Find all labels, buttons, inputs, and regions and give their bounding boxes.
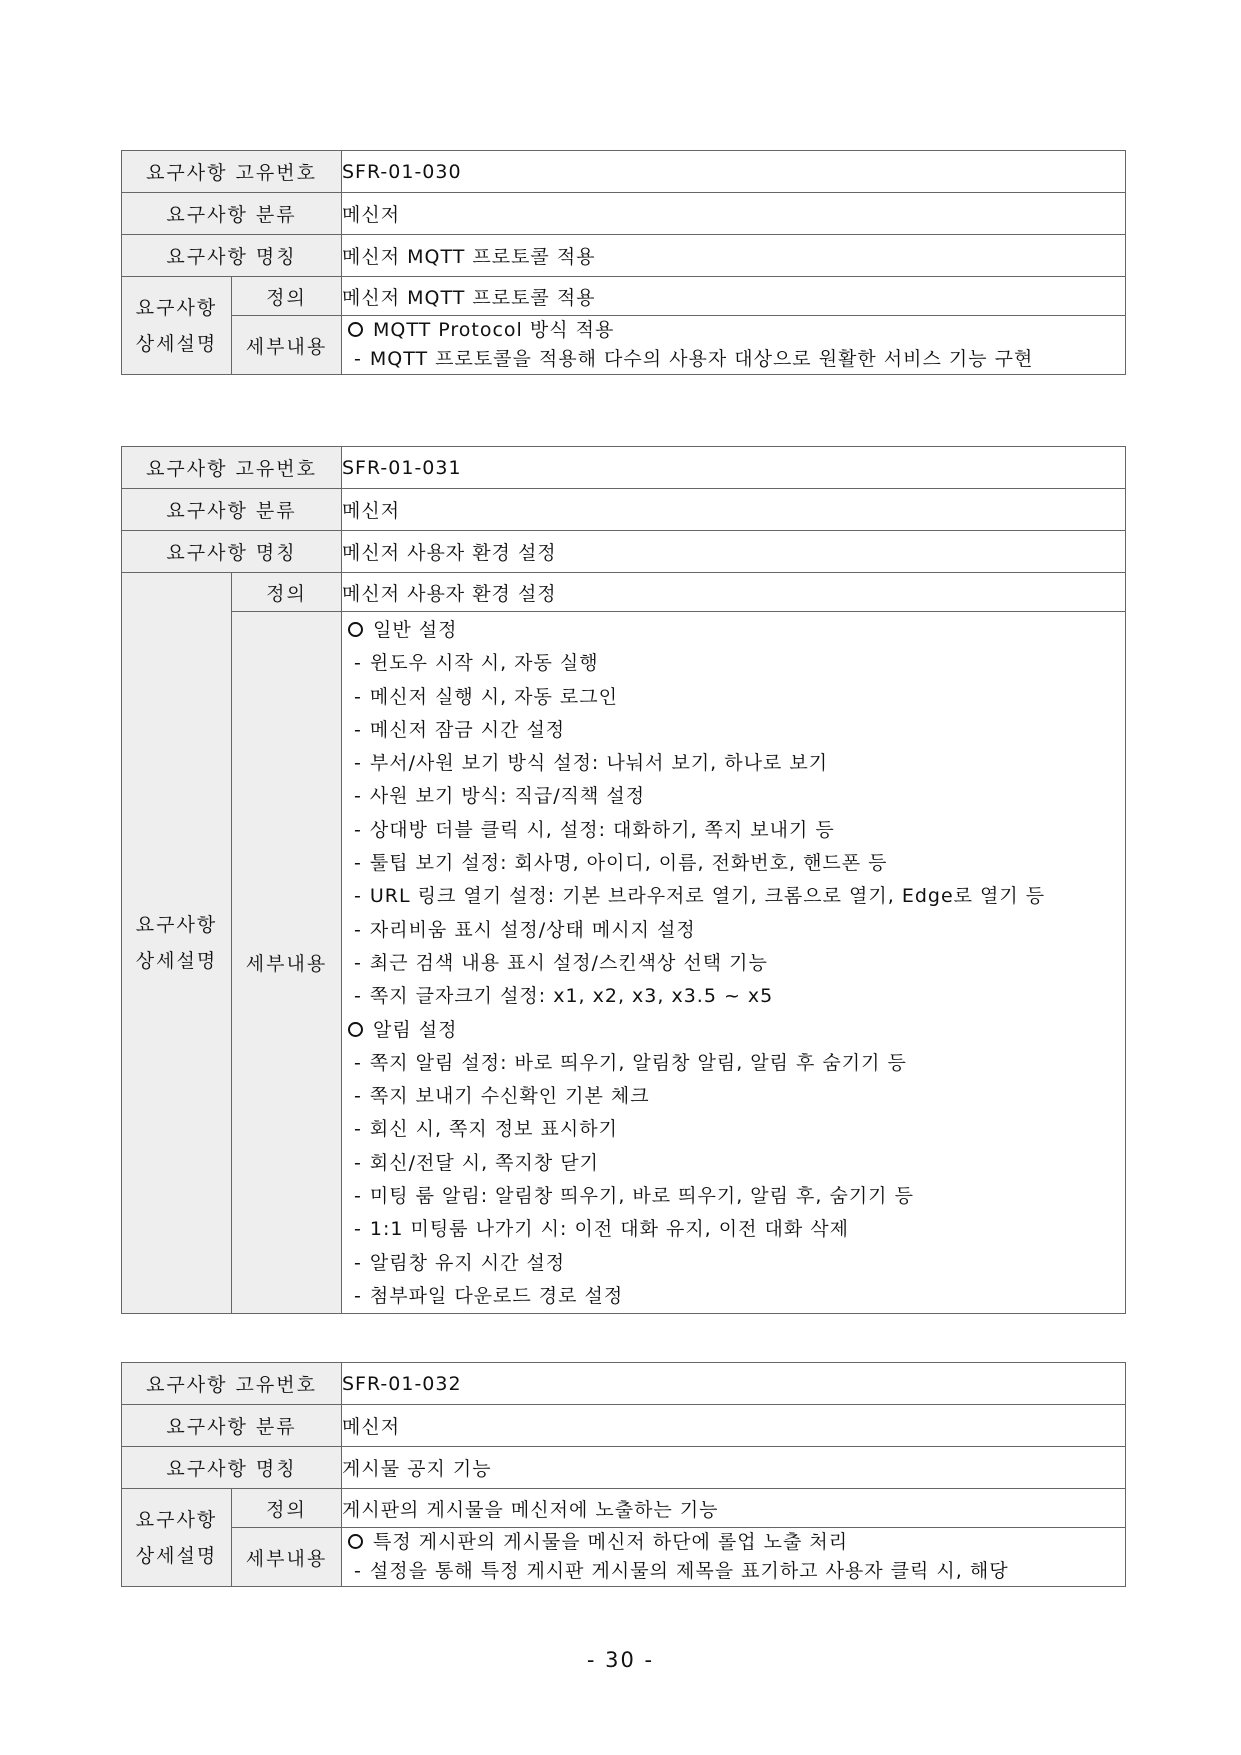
label-detail: 요구사항 상세설명 bbox=[122, 1489, 232, 1587]
detail-item: - 쪽지 글자크기 설정: x1, x2, x3, x3.5 ~ x5 bbox=[354, 985, 774, 1008]
label-category: 요구사항 분류 bbox=[122, 1405, 342, 1447]
circle-bullet-icon bbox=[348, 1534, 363, 1549]
details-cell bbox=[342, 1528, 1126, 1587]
detail-item: - 쪽지 보내기 수신확인 기본 체크 bbox=[354, 1085, 650, 1108]
requirement-id: SFR-01-032 bbox=[342, 1363, 1126, 1405]
requirement-id: SFR-01-030 bbox=[342, 151, 1126, 193]
detail-item: - 설정을 통해 특정 게시판 게시물의 제목을 표기하고 사용자 클릭 시, 해당 bbox=[354, 1560, 1009, 1582]
requirement-name: 메신저 사용자 환경 설정 bbox=[342, 531, 1126, 573]
label-id: 요구사항 고유번호 bbox=[122, 151, 342, 193]
requirement-definition: 메신저 사용자 환경 설정 bbox=[342, 573, 1126, 612]
label-detail: 요구사항 상세설명 bbox=[122, 277, 232, 375]
circle-bullet-icon bbox=[348, 322, 363, 337]
detail-item: 일반 설정 bbox=[346, 614, 1125, 647]
detail-item: - 부서/사원 보기 방식 설정: 나눠서 보기, 하나로 보기 bbox=[354, 752, 829, 775]
page-number: - 30 - bbox=[586, 1648, 655, 1672]
requirement-definition: 메신저 MQTT 프로토콜 적용 bbox=[342, 277, 1126, 316]
detail-item: - 최근 검색 내용 표시 설정/스킨색상 선택 기능 bbox=[354, 951, 768, 974]
label-definition: 정의 bbox=[232, 573, 342, 612]
detail-item: MQTT Protocol 방식 적용 bbox=[346, 316, 1125, 344]
detail-item: - 1:1 미팅룸 나가기 시: 이전 대화 유지, 이전 대화 삭제 bbox=[354, 1218, 849, 1241]
label-detail: 요구사항 상세설명 bbox=[122, 573, 232, 1314]
details-cell bbox=[342, 612, 1126, 1314]
detail-item: - 회신 시, 쪽지 정보 표시하기 bbox=[354, 1118, 618, 1141]
label-category: 요구사항 분류 bbox=[122, 193, 342, 235]
requirement-category: 메신저 bbox=[342, 193, 1126, 235]
detail-item: - 툴팁 보기 설정: 회사명, 아이디, 이름, 전화번호, 핸드폰 등 bbox=[354, 852, 888, 875]
requirement-table-3 bbox=[121, 1362, 1126, 1587]
label-name: 요구사항 명칭 bbox=[122, 531, 342, 573]
label-definition: 정의 bbox=[232, 1489, 342, 1528]
detail-item: - 윈도우 시작 시, 자동 실행 bbox=[354, 652, 599, 675]
detail-item: - 알림창 유지 시간 설정 bbox=[354, 1251, 566, 1274]
circle-bullet-icon bbox=[348, 622, 363, 637]
detail-item: - 상대방 더블 클릭 시, 설정: 대화하기, 쪽지 보내기 등 bbox=[354, 818, 835, 841]
requirement-table-2 bbox=[121, 446, 1126, 1314]
detail-item: - 메신저 잠금 시간 설정 bbox=[354, 718, 566, 741]
requirement-name: 메신저 MQTT 프로토콜 적용 bbox=[342, 235, 1126, 277]
requirement-id: SFR-01-031 bbox=[342, 447, 1126, 489]
detail-item: - 메신저 실행 시, 자동 로그인 bbox=[354, 685, 618, 708]
requirement-category: 메신저 bbox=[342, 489, 1126, 531]
label-name: 요구사항 명칭 bbox=[122, 235, 342, 277]
label-id: 요구사항 고유번호 bbox=[122, 1363, 342, 1405]
detail-item: - 미팅 룸 알림: 알림창 띄우기, 바로 띄우기, 알림 후, 숨기기 등 bbox=[354, 1185, 914, 1208]
label-category: 요구사항 분류 bbox=[122, 489, 342, 531]
detail-item: 알림 설정 bbox=[346, 1014, 1125, 1047]
detail-item: - 쪽지 알림 설정: 바로 띄우기, 알림창 알림, 알림 후 숨기기 등 bbox=[354, 1051, 907, 1074]
detail-item: - MQTT 프로토콜을 적용해 다수의 사용자 대상으로 원활한 서비스 기능 구현 bbox=[354, 348, 1034, 370]
detail-item: - 사원 보기 방식: 직급/직책 설정 bbox=[354, 785, 646, 808]
detail-item: - 자리비움 표시 설정/상태 메시지 설정 bbox=[354, 918, 696, 941]
detail-item: - URL 링크 열기 설정: 기본 브라우저로 열기, 크롬으로 열기, Edge로 열기 등 bbox=[354, 885, 1046, 908]
requirement-category: 메신저 bbox=[342, 1405, 1126, 1447]
requirement-definition: 게시판의 게시물을 메신저에 노출하는 기능 bbox=[342, 1489, 1126, 1528]
label-details: 세부내용 bbox=[232, 316, 342, 375]
label-name: 요구사항 명칭 bbox=[122, 1447, 342, 1489]
requirement-table-1 bbox=[121, 150, 1126, 375]
detail-item: - 첨부파일 다운로드 경로 설정 bbox=[354, 1284, 624, 1307]
details-cell bbox=[342, 316, 1126, 375]
label-id: 요구사항 고유번호 bbox=[122, 447, 342, 489]
detail-item: - 회신/전달 시, 쪽지창 닫기 bbox=[354, 1151, 599, 1174]
label-details: 세부내용 bbox=[232, 612, 342, 1314]
label-details: 세부내용 bbox=[232, 1528, 342, 1587]
detail-item: 특정 게시판의 게시물을 메신저 하단에 롤업 노출 처리 bbox=[346, 1528, 1125, 1556]
label-definition: 정의 bbox=[232, 277, 342, 316]
circle-bullet-icon bbox=[348, 1022, 363, 1037]
requirement-name: 게시물 공지 기능 bbox=[342, 1447, 1126, 1489]
